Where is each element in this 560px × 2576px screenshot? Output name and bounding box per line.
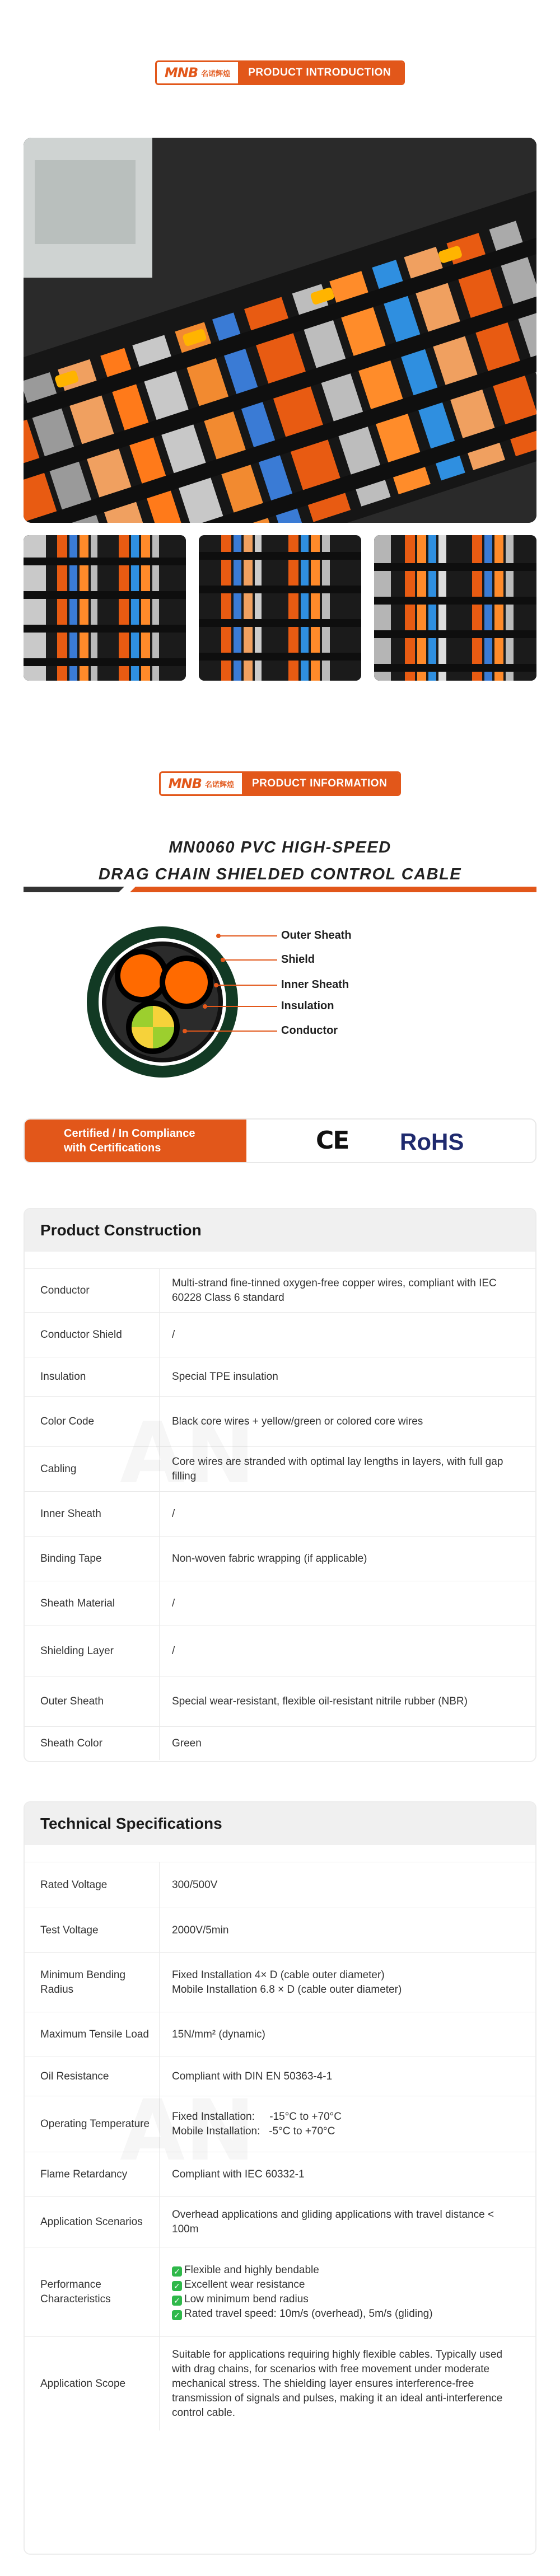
table-row: [25, 1862, 535, 1908]
feature-item: [172, 2263, 523, 2278]
row-key: Cabling: [40, 1463, 77, 1475]
row-key: Shielding Layer: [40, 1645, 114, 1657]
row-value: /: [159, 1492, 535, 1536]
checkmark-icon: ✓: [172, 2296, 182, 2306]
row-key: Rated Voltage: [40, 1879, 108, 1891]
row-value: Special wear-resistant, flexible oil-resistant nitrile rubber (NBR): [159, 1676, 535, 1726]
feature-text: Excellent wear resistance: [184, 2278, 305, 2291]
title-underline: [24, 884, 536, 894]
table-row: [25, 1446, 535, 1491]
row-value: /: [159, 1581, 535, 1626]
feature-text: Rated travel speed: 10m/s (overhead), 5m/s (gliding): [184, 2307, 433, 2320]
value-line: Compliant with IEC 60332-1: [172, 2168, 305, 2180]
section-title: PRODUCT INTRODUCTION: [238, 62, 403, 83]
row-value: Black core wires + yellow/green or colored core wires: [159, 1397, 535, 1446]
table-row: [25, 1726, 535, 1760]
thumbnail-gallery: [24, 535, 536, 681]
row-key: Conductor: [40, 1284, 90, 1296]
row-key: Conductor Shield: [40, 1328, 122, 1341]
core-orange-1: [120, 954, 163, 997]
value-line: Mobile Installation 6.8 × D (cable outer diameter): [172, 1983, 402, 1996]
rohs-mark-icon: RoHS: [400, 1128, 464, 1155]
core-orange-2: [165, 961, 208, 1004]
table-row: [25, 2012, 535, 2057]
row-key: Inner Sheath: [40, 1507, 101, 1520]
value-line: Compliant with DIN EN 50363-4-1: [172, 2070, 333, 2082]
row-key: Sheath Color: [40, 1737, 102, 1749]
brand-logo: [161, 773, 242, 794]
checkmark-icon: ✓: [172, 2266, 182, 2277]
thumbnail-photo[interactable]: [24, 535, 186, 681]
thumbnail-photo[interactable]: [199, 535, 361, 681]
row-key: Oil Resistance: [40, 2070, 109, 2082]
specs-heading: Technical Specifications: [25, 1802, 535, 1845]
cable-cross-section: [84, 918, 476, 1080]
row-value: /: [159, 1626, 535, 1676]
row-value: Green: [159, 1727, 535, 1760]
value-line: Suitable for applications requiring highly flexible cables. Typically used with drag chains, for scenarios with free movement under moderate mechanical stress. The shielding layer ensures interference-free transmission of signals and pulses, making it an ideal anti-interference control cable.: [172, 2348, 506, 2419]
construction-heading: Product Construction: [25, 1209, 535, 1252]
table-row: [25, 2247, 535, 2336]
label-shield: Shield: [281, 953, 315, 966]
cert-line-1: Certified / In Compliance: [64, 1127, 195, 1140]
section-title: PRODUCT INFORMATION: [242, 773, 399, 794]
row-value: /: [159, 1313, 535, 1357]
construction-table: [24, 1208, 536, 1762]
intro-header: [0, 60, 560, 85]
row-value: [159, 2337, 535, 2430]
row-key: Minimum Bending Radius: [40, 1969, 126, 1996]
table-row: [25, 1581, 535, 1626]
table-row: [25, 1952, 535, 2012]
info-header: [0, 771, 560, 796]
section-badge: [155, 60, 405, 85]
label-inner-sheath: Inner Sheath: [281, 978, 349, 991]
product-title-line1: MN0060 PVC HIGH-SPEED: [169, 839, 391, 856]
row-key: Test Voltage: [40, 1924, 99, 1936]
feature-item: [172, 2292, 523, 2307]
table-row: [25, 2196, 535, 2247]
logo-mark: MNB: [164, 65, 198, 81]
checkmark-icon: ✓: [172, 2310, 182, 2320]
row-key: Operating Temperature: [40, 2118, 150, 2130]
feature-text: Flexible and highly bendable: [184, 2264, 319, 2276]
row-key: Flame Retardancy: [40, 2168, 128, 2180]
value-line: Mobile Installation: -5°C to +70°C: [172, 2125, 335, 2137]
logo-mark: MNB: [168, 776, 202, 791]
row-value: Multi-strand fine-tinned oxygen-free copper wires, compliant with IEC 60228 Class 6 standard: [159, 1269, 535, 1312]
product-title-line2: DRAG CHAIN SHIELDED CONTROL CABLE: [98, 865, 462, 883]
thumbnail-photo[interactable]: [374, 535, 536, 681]
table-row: [25, 1626, 535, 1676]
value-line: 15N/mm² (dynamic): [172, 2028, 265, 2040]
row-key: Maximum Tensile Load: [40, 2028, 149, 2040]
value-line: Fixed Installation: -15°C to +70°C: [172, 2110, 342, 2123]
table-row: [25, 1396, 535, 1446]
section-badge: [159, 771, 402, 796]
row-value: [159, 2096, 535, 2152]
feature-item: [172, 2307, 523, 2321]
row-key: Color Code: [40, 1415, 95, 1427]
row-key: Outer Sheath: [40, 1695, 104, 1707]
value-line: Overhead applications and gliding applications with travel distance < 100m: [172, 2208, 497, 2235]
row-value: [159, 2152, 535, 2196]
logo-chinese: 名诺辉煌: [204, 780, 234, 789]
row-value: [159, 1953, 535, 2012]
row-value: Special TPE insulation: [159, 1357, 535, 1396]
feature-text: Low minimum bend radius: [184, 2293, 309, 2305]
row-key: Application Scope: [40, 2377, 126, 2390]
row-value: [159, 1862, 535, 1908]
value-line: Fixed Installation 4× D (cable outer diameter): [172, 1969, 385, 1981]
row-key: Performance Characteristics: [40, 2278, 111, 2305]
label-conductor: Conductor: [281, 1024, 338, 1037]
logo-chinese: 名诺辉煌: [201, 69, 231, 78]
row-key: Insulation: [40, 1370, 86, 1383]
table-row: [25, 1357, 535, 1396]
table-row: [25, 1908, 535, 1952]
row-key: Application Scenarios: [40, 2216, 143, 2228]
brand-logo: [157, 62, 238, 83]
ce-mark-icon: CE: [316, 1126, 349, 1155]
table-row: [25, 1676, 535, 1726]
row-value: [159, 2057, 535, 2096]
table-row: [25, 1536, 535, 1581]
table-row: [25, 1491, 535, 1536]
specs-table: [24, 1801, 536, 2555]
table-row: [25, 2152, 535, 2196]
value-line: 300/500V: [172, 1879, 218, 1891]
table-row: [25, 2096, 535, 2152]
label-insulation: Insulation: [281, 1000, 334, 1012]
hero-product-photo: [24, 138, 536, 523]
row-value: [159, 2197, 535, 2247]
row-value: Core wires are stranded with optimal lay lengths in layers, with full gap filling: [159, 1447, 535, 1491]
table-row: [25, 1312, 535, 1357]
table-row: [25, 2057, 535, 2096]
row-value: [159, 1908, 535, 1952]
certification-bar: [24, 1118, 536, 1163]
checkmark-icon: ✓: [172, 2281, 182, 2291]
table-row: [25, 2336, 535, 2430]
cert-line-2: with Certifications: [64, 1142, 161, 1154]
value-line: 2000V/5min: [172, 1924, 229, 1936]
row-value: Non-woven fabric wrapping (if applicable): [159, 1537, 535, 1581]
table-row: [25, 1268, 535, 1312]
row-key: Sheath Material: [40, 1597, 115, 1609]
certification-label: [25, 1120, 246, 1162]
row-value: [159, 2247, 535, 2336]
row-value: [159, 2012, 535, 2057]
feature-item: [172, 2278, 523, 2292]
label-outer-sheath: Outer Sheath: [281, 929, 352, 942]
row-key: Binding Tape: [40, 1552, 102, 1565]
